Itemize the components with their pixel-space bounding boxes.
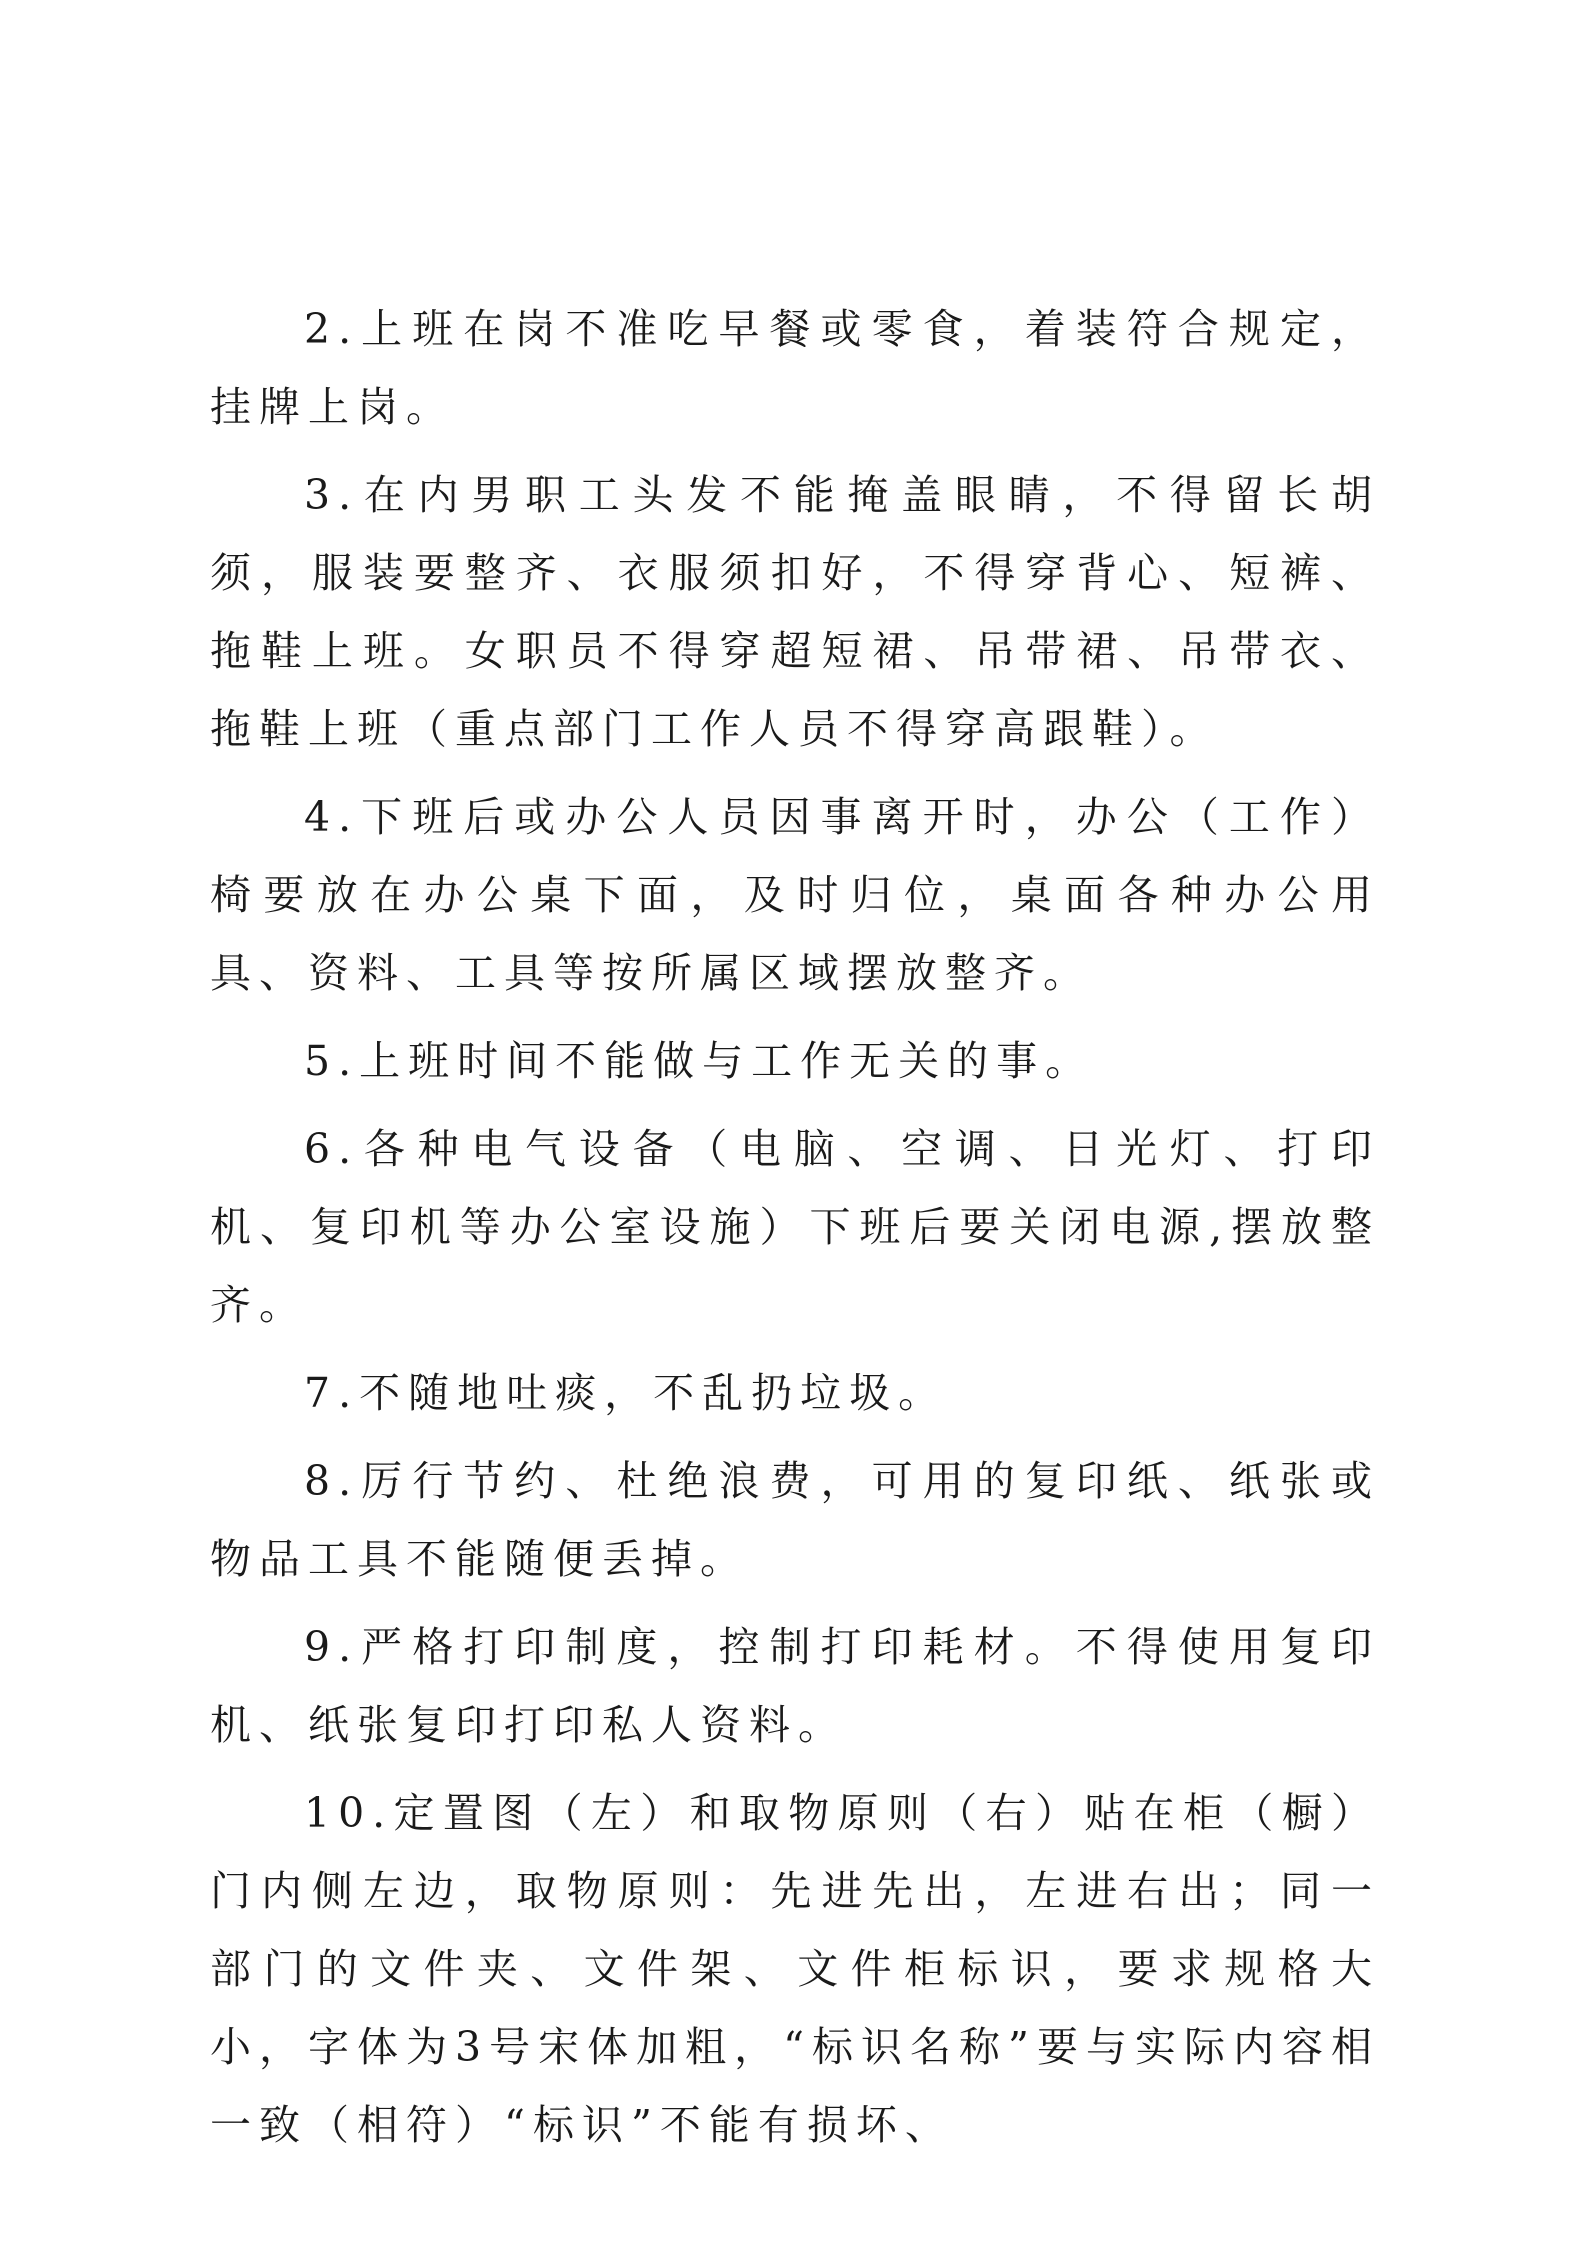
rule-paragraph-2: 2.上班在岗不准吃早餐或零食，着装符合规定，挂牌上岗。	[210, 305, 1380, 431]
rule-paragraph-3: 3.在内男职工头发不能掩盖眼睛，不得留长胡须，服装要整齐、衣服须扣好，不得穿背心、短裤、拖鞋上班。女职员不得穿超短裙、吊带裙、吊带衣、拖鞋上班（重点部门工作人员不得穿高跟鞋）。	[210, 471, 1380, 753]
rule-paragraph-8: 8.厉行节约、杜绝浪费，可用的复印纸、纸张或物品工具不能随便丢掉。	[210, 1457, 1380, 1583]
rule-paragraph-5: 5.上班时间不能做与工作无关的事。	[304, 1037, 1095, 1085]
rule-paragraph-9: 9.严格打印制度，控制打印耗材。不得使用复印机、纸张复印打印私人资料。	[210, 1623, 1380, 1749]
rule-paragraph-6: 6.各种电气设备（电脑、空调、日光灯、打印机、复印机等办公室设施）下班后要关闭电源,摆放整齐。	[210, 1125, 1380, 1329]
rule-paragraph-10: 10.定置图（左）和取物原则（右）贴在柜（橱）门内侧左边，取物原则：先进先出，左进右出；同一部门的文件夹、文件架、文件柜标识，要求规格大小，字体为3号宋体加粗，“标识名称”要与实际内容相一致（相符）“标识”不能有损坏、	[210, 1789, 1381, 2149]
rule-paragraph-4: 4.下班后或办公人员因事离开时，办公（工作）椅要放在办公桌下面，及时归位，桌面各种办公用具、资料、工具等按所属区域摆放整齐。	[210, 793, 1380, 997]
rule-paragraph-7: 7.不随地吐痰，不乱扔垃圾。	[304, 1369, 948, 1417]
document-body	[210, 290, 1380, 2174]
